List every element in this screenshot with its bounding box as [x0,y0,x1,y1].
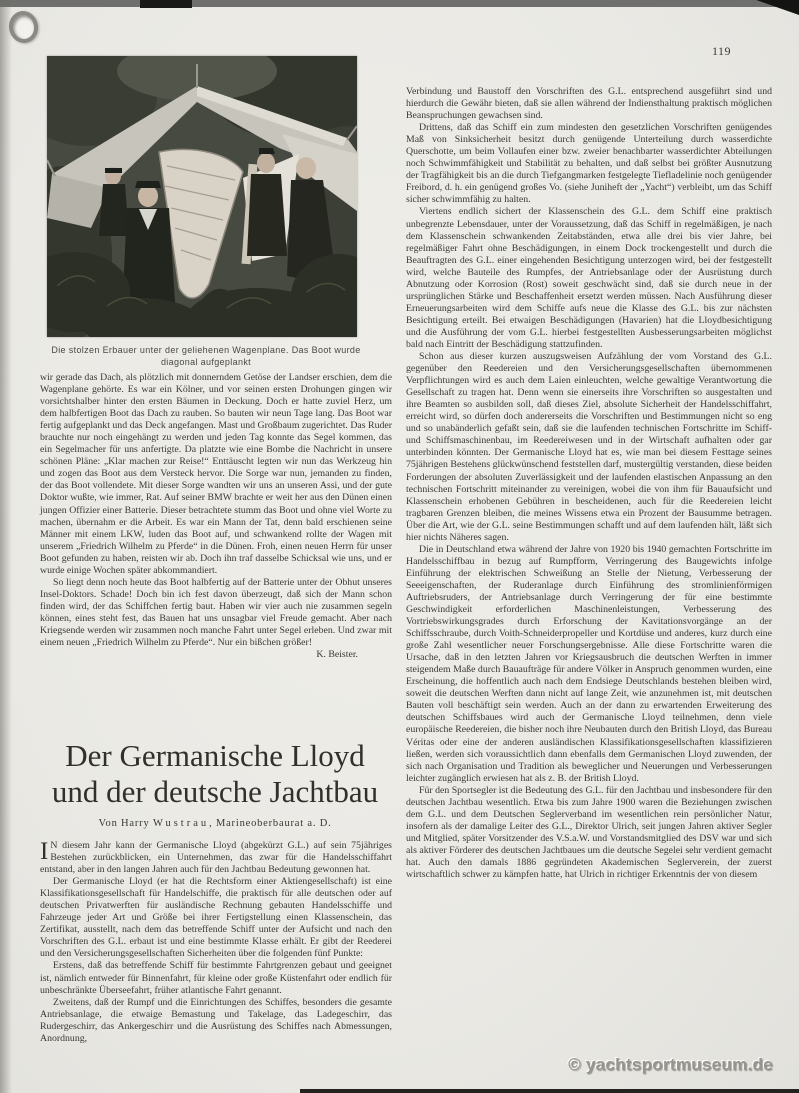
story-paragraph: So liegt denn noch heute das Boot halbfertig auf der Batterie unter der Obhut unseres Insel-Doktors. Schade! Doch bin ich fest davon überzeugt, daß sich der Mann schon finden wird, der das Schiffchen fertig baut. Haben wir vier auch nie zusammen segeln können, eines steht fest, das Bauen hat uns unsagbar viel Freude gemacht. Aber nach Kriegsende werden wir zusammen noch manche Fahrt unter Segel erleben. Und zwar mit einem neuen „Friedrich Wilhelm zu Pferde“. Nur ein bißchen größer! [40,576,392,649]
article-paragraph: Erstens, daß das betreffende Schiff für bestimmte Fahrtgrenzen gebaut und geeignet ist, nämlich entweder für Binnenfahrt, für kleine oder große Küstenfahrt oder endlich für unbeschränkte Überseefahrt, früher atlantische Fahrt genannt. [40,960,392,996]
article-paragraph: Schon aus dieser kurzen auszugsweisen Aufzählung der vom Vorstand des G.L. gegenüber den Reedereien und den Versicherungsgesellschaften übernommenen Verpflichtungen wird es auch dem Laien einleuchten, welche gewaltige Verantwortung die Gesellschaft zu tragen hat. Denn wenn sie einerseits ihre Vorschriften so ausgestalten und ihre Beamten so ausbilden soll, daß dieses Ziel, absolute Sicherheit der Handelsschiffahrt, erreicht wird, so dürfen doch andererseits die Vorschriften und Bestimmungen nicht so eng und so unabänderlich gefaßt sein, daß sie die laufenden technischen Fortschritte im Schiff- und Schiffsmaschinenbau, im Reedereiwesen und in der Wirtschaft aufhalten oder gar unterbinden könnten. Der Germanische Lloyd hat es, wie man bei diesem Festtage seines 75jährigen Bestehens glückwünschend feststellen darf, mustergültig verstanden, diese beiden Forderungen der absoluten Zuverlässigkeit und der laufenden elastischen Anpassung an den technischen Fortschritt miteinander zu vereinigen, wobei die von ihm für Bauaufsicht und Klassenschein erhobenen Gebühren in bescheidenen, auch für die Reedereien leicht tragbaren Grenzen bleiben, die meines Wissens etwa ein Prozent der Bausumme betragen. Über die Art, wie der G.L. seine Bestimmungen schafft und auf dem laufenden hält, läßt sich hier nichts Näheres sagen. [406,351,772,543]
article-paragraph: Verbindung und Baustoff den Vorschriften des G.L. entsprechend ausgeführt sind und hierdurch die Gewähr bieten, daß sie allen während der Indiensthaltung praktisch möglichen Beanspruchungen gewachsen sind. [406,86,772,122]
photo-caption-line1: Die stolzen Erbauer unter der geliehenen Wagenplane. Das Boot wurde [51,345,361,355]
article-title [30,738,400,810]
photo-caption-line2: diagonal aufgeplankt [160,357,252,367]
article-paragraph: Zweitens, daß der Rumpf und die Einrichtungen des Schiffes, besonders die gesamte Antriebsanlage, die etwaige Bemastung und Takelage, das Ladegeschirr, das Rudergeschirr, das Ankergeschirr und die Ausrüstung des Schiffes nach Abmessungen, Anordnung, [40,996,392,1044]
article-byline [30,818,400,829]
drop-cap: I [40,838,49,865]
article-title-line2: und der deutsche Jachtbau [51,774,379,809]
scan-edge-bottom [300,1089,799,1093]
scan-edge-top-dark-segment [140,0,192,8]
byline-author-name: Wustrau [152,818,210,829]
page-number: 119 [712,44,732,58]
scan-edge-left [0,0,12,1093]
boat-builders-photo [47,56,357,337]
article-paragraph-text: N diesem Jahr kann der Germanische Lloyd (abgekürzt G.L.) auf sein 75jähriges Bestehen zurückblicken, ein Unternehmen, das zwar für die Handelsschiffahrt entstand, aber in den langen Jahren auch für den Jachtbau Bedeutung gewonnen hat. [40,840,392,876]
story-signature: K. Beister. [316,649,358,661]
article-right-column [406,86,772,881]
article-paragraph: Drittens, daß das Schiff ein zum mindesten den gesetzlichen Vorschriften genügendes Maß von Sinksicherheit besitzt durch genügende Unterteilung durch wasserdichte Querschotte, um beim Vollaufen einer bzw. zweier benachbarter wasserdichter Abteilungen noch Schwimmfähigkeit und Stabilität zu behalten, und daß selbst bei größter Ausnutzung der Tragfähigkeit bis an die durch Tiefgangmarken festgelegte Tiefladelinie noch genügender Freibord, d. h. ein genügend großes Vo. (siehe Juniheft der „Yacht“) verbleibt, um das Schiff sicher schwimmfähig zu halten. [406,122,772,206]
watermark: © yachtsportmuseum.de [568,1055,773,1074]
scan-edge-top [0,0,799,7]
photo-caption [36,344,376,368]
article-paragraph: Viertens endlich sichert der Klassenschein des G.L. dem Schiff eine praktisch unbegrenzte Lebensdauer, unter der Voraussetzung, daß das Schiff in regelmäßigen, je nach dem Klassenschein schwankenden Zeitabständen, etwa alle drei bis vier Jahre, bei regelmäßiger Fahrt ohne Beschädigungen, in einem Dock trockengestellt und durch die Beauftragten des G.L. einer eingehenden Besichtigung unterzogen wird, bei der festgestellt wird, welche Bauteile des Rumpfes, der Antriebsanlage oder der Ausrüstung durch Abnutzung oder Korrosion (Rost) soweit geschwächt sind, daß sie durch neue in der ursprünglichen Stärke und Beschaffenheit ersetzt werden müssen. Nach Ausführung dieser Erneuerungsarbeiten wird dem Schiffe aufs neue die Klasse des G.L. bis zur nächsten Besichtigung erteilt. Bei etwaigen Beschädigungen (Havarien) hat die Lloydbesichtigung und die Ausführung der vom G.L. hierbei festgestellten Ausbesserungsarbeiten möglichst bald nach Eintritt der Beschädigung stattzufinden. [406,206,772,350]
byline-prefix: Von Harry [98,818,153,829]
story-column [40,372,392,661]
photo-illustration [47,56,357,337]
article-paragraph: Für den Sportsegler ist die Bedeutung des G.L. für den Jachtbau und insbesondere für den deutschen Jachtbau wesentlich. Etwa bis zum Jahre 1900 waren die Beziehungen zwischen dem G.L. und dem Deutschen Seglerverband im wesentlichen rein persönlicher Natur, insofern als der damalige Leiter des G.L., Direktor Ulrich, seit jungen Jahren aktiver Segler und Mitglied, später Vorsitzender des V.S.a.W. und Vorstandsmitglied des DSV war und sich als aktiver Förderer des deutschen Jachtbaues um die deutsche Segelei sehr verdient gemacht hat. Auch den damals 1886 gegründeten Akademischen Seglerverein, der zuerst wirtschaftlich schwer zu kämpfen hatte, hat Ulrich in richtiger Erkenntnis der von diesem [406,784,772,881]
byline-suffix: , Marineoberbaurat a. D. [209,818,332,829]
article-paragraph [40,840,392,876]
article-paragraph: Der Germanische Lloyd (er hat die Rechtsform einer Aktiengesellschaft) ist eine Klassifikationsgesellschaft für Handelschiffe, die praktisch für alle deutschen oder auf deutschen Privatwerften für ausländische Rechnung gebauten Handelsschiffe und Fahrzeuge jeder Art und Größe bei ihrer Fertigstellung einen Klassenschein, das Zertifikat, ausstellt, nach dem das betreffende Schiff unter der Aufsicht und nach den Vorschriften des G.L. erbaut ist und eine bestimmte Klasse erhält. Er gibt der Reederei und den Versicherungsgesellschaften Sicherheiten über die folgenden fünf Punkte: [40,876,392,960]
article-title-line1: Der Germanische Lloyd [65,738,365,773]
article-paragraph: Die in Deutschland etwa während der Jahre von 1920 bis 1940 gemachten Fortschritte im Handelsschiffbau in bezug auf Rumpfform, Verringerung des Baugewichts infolge Einführung der elektrischen Schweißung an Stelle der Nietung, Verbesserung der Seeeigenschaften, der Ruderanlage durch Einführung des stromlinienförmigen Auftriebsruders, der Antriebsanlage durch Verringerung der für eine bestimmte Geschwindigkeit erforderlichen Maschinenleistungen, Verbesserung des Vortriebswirkungsgrades durch Erforschung der Kavitationsvorgänge an der Schiffsschraube, durch Voith-Schneiderpropeller und Kortdüse und anderes, kurz durch eine große Zahl wesentlicher neuer Forschungsergebnisse. Alle diese Fortschritte waren die Ursache, daß in den letzten Jahren vor Kriegsausbruch die deutschen Werften in immer steigendem Maße durch Bauaufträge für andere Völker in Anspruch genommen wurden, eine Erscheinung, die hoffentlich auch nach dem Endsiege Deutschlands bestehen bleiben wird, soweit die deutschen Werften dann nicht auf lange Zeit, wie anzunehmen ist, mit deutschen Bauten voll beschäftigt sein werden. Auch an der dann zu erwartenden Erweiterung des deutschen Schiffsbaues wird auch der Germanische Lloyd teilnehmen, denn viele europäische Reedereien, die bisher noch ihre Neubauten durch den British Lloyd, das Bureau Véritas oder eine der anderen ausländischen Klassifikationsgesellschaften klassifizieren ließen, werden sich voraussichtlich dann ebenfalls dem Germanischen Lloyd zuwenden, der sich nach Organisation und Tradition als beweglicher und Neuerungen und Verbesserungen leichter zugänglich erwiesen hat als z. B. der British Lloyd. [406,543,772,784]
story-paragraph: wir gerade das Dach, als plötzlich mit donnerndem Getöse der Landser erschien, dem die Wagenplane gehörte. Es war ein Kölner, und vor seinen ersten Drohungen gingen wir vorsichtshalber hinter den ersten Bäumen in Deckung. Doch er hatte zuviel Herz, um dem halbfertigen Boot das Dach zu rauben. So bauten wir neun Tage lang. Das Boot war fertig aufgeplankt und das Deck angefangen. Mast und Großbaum zugerichtet. Das Ruder brauchte nur noch eingehängt zu werden und jeden Tag konnte das Segel kommen, das ein Segelmacher für uns anfertigte. Da platzte wie eine Bombe die Nachricht in unsere schönen Pläne: „Klar machen zur Reise!“ Enttäuscht legten wir nun das Werkzeug hin und zogen das Boot aus dem Versteck hervor. Die Sorge war nun, jemanden zu finden, der das Boot vollendete. Mit dieser Sorge wandten wir uns an unseren Assi, und der gute Doktor wußte, wie immer, Rat. Auf seiner BMW brachte er weit her aus den Dünen einen jungen Offizier einer Batterie. Dieser betrachtete stumm das Boot und ohne viel Worte zu machen, übernahm er die Arbeit. Es war ein Mann der Tat, denn bald erschienen seine Männer mit einem LKW, luden das Boot auf, und schwankend rollte der Wagen mit unserem „Friedrich Wilhelm zu Pferde“ in die Dünen. Froh, einen neuen Herrn für unser Boot gefunden zu haben, reisten wir ab. Doch ihn traf dasselbe Schicksal wie uns, und er wurde einige Wochen später abkommandiert. [40,372,392,576]
article-left-column [40,840,392,1045]
